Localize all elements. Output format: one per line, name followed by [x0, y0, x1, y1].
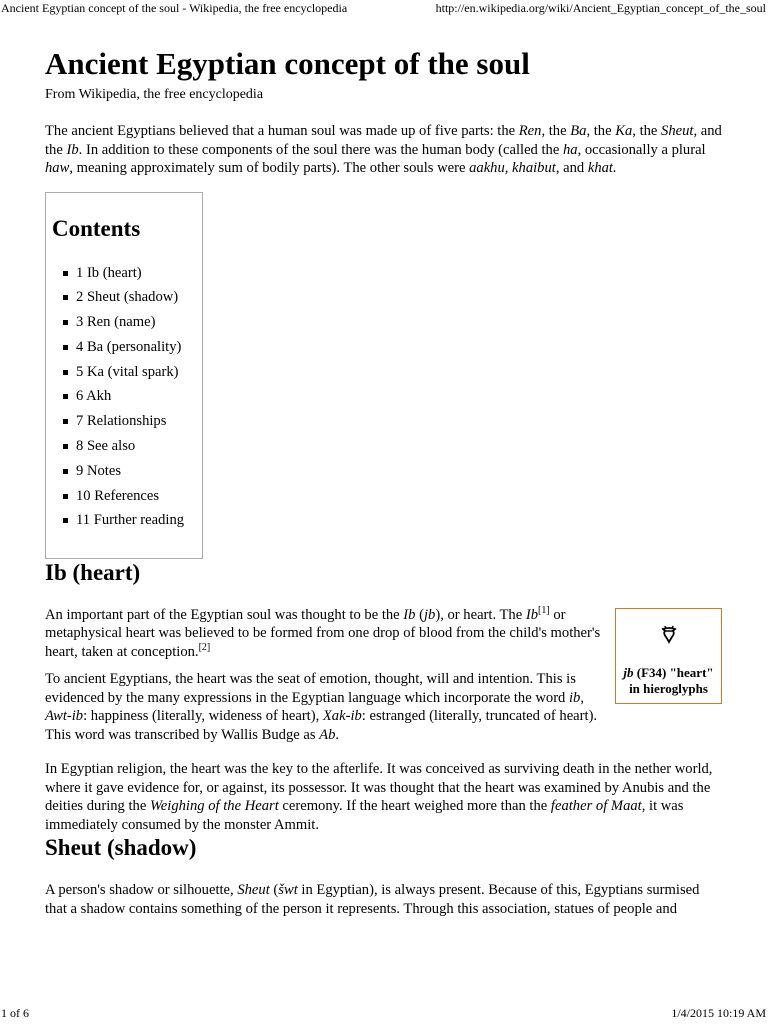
article-content — [45, 46, 723, 918]
toc-item-notes[interactable]: 9 Notes — [76, 459, 202, 484]
ib-paragraph-2: To ancient Egyptians, the heart was the seat of emotion, thought, will and intention. This is evidenced by the many expressions in the Egyptian language which incorporate the word ib, Awt-ib: happiness (literally, wideness of heart), Xak-ib: estranged (literally, truncated of heart). This word was transcribed by Wallis Budge as Ab. — [45, 671, 598, 743]
link-ren[interactable]: Ren — [518, 123, 542, 139]
section-heading-ib: Ib (heart) — [45, 559, 141, 585]
ib-paragraph-3: In Egyptian religion, the heart was the key to the afterlife. It was conceived as surviving death in the nether world, where it gave evidence for, or against, its possessor. It was thought that the heart was examined by Anubis and the deities during the Weighing of the Heart ceremony. If the heart weighed more than the feather of Maat, it was immediately consumed by the monster Ammit. — [45, 761, 713, 833]
link-weighing-of-the-heart[interactable]: Weighing of the Heart — [149, 798, 279, 814]
toc-item-ka[interactable]: 5 Ka (vital spark) — [76, 360, 202, 385]
link-feather-of-maat[interactable]: feather of Maat — [550, 798, 642, 814]
page-title: Ancient Egyptian concept of the soul — [45, 46, 530, 81]
citation-link-1[interactable]: [1] — [538, 604, 550, 616]
infobox-caption: jb (F34) "heart" in hieroglyphs — [623, 664, 714, 696]
toc-title: Contents — [52, 215, 141, 241]
toc-item-ib[interactable]: 1 Ib (heart) — [76, 261, 202, 286]
toc-item-further-reading[interactable]: 11 Further reading — [76, 508, 202, 533]
print-footer — [0, 1006, 768, 1024]
header-page-title: Ancient Egyptian concept of the soul - Wikipedia, the free encyclopedia — [1, 1, 348, 15]
link-ba[interactable]: Ba — [570, 123, 587, 139]
toc-item-ren[interactable]: 3 Ren (name) — [76, 310, 202, 335]
link-sheut[interactable]: Sheut — [661, 123, 694, 139]
page-subtitle: From Wikipedia, the free encyclopedia — [45, 87, 264, 102]
link-ka[interactable]: Ka — [615, 123, 633, 139]
section-heading-sheut: Sheut (shadow) — [45, 835, 197, 860]
sheut-paragraph-1: A person's shadow or silhouette, Sheut (šwt in Egyptian), is always present. Because of this, Egyptians surmised that a shadow contains something of the person it represents. Through this association, statues of people and — [45, 882, 700, 917]
table-of-contents — [45, 192, 203, 559]
toc-item-ba[interactable]: 4 Ba (personality) — [76, 335, 202, 360]
toc-item-sheut[interactable]: 2 Sheut (shadow) — [76, 285, 202, 310]
header-url: http://en.wikipedia.org/wiki/Ancient_Egyptian_concept_of_the_soul — [435, 1, 766, 15]
page-count: 1 of 6 — [1, 1006, 29, 1020]
ib-section-body — [45, 606, 723, 835]
print-timestamp: 1/4/2015 10:19 AM — [671, 1006, 766, 1020]
hieroglyph-infobox — [615, 608, 722, 704]
ib-paragraph-1: An important part of the Egyptian soul was thought to be the Ib (jb), or heart. The Ib[1] or metaphysical heart was believed to be formed from one drop of blood from the child's mother's heart, taken at conception.[2] — [45, 604, 601, 660]
citation-link-2[interactable]: [2] — [198, 641, 211, 653]
print-header — [0, 0, 768, 18]
link-ib[interactable]: Ib — [66, 141, 79, 158]
toc-item-akh[interactable]: 6 Akh — [76, 384, 202, 409]
toc-item-references[interactable]: 10 References — [76, 484, 202, 509]
toc-list — [52, 261, 202, 534]
toc-item-see-also[interactable]: 8 See also — [76, 434, 202, 459]
toc-item-relationships[interactable]: 7 Relationships — [76, 409, 202, 434]
intro-paragraph: The ancient Egyptians believed that a human soul was made up of five parts: the Ren, the Ba, the Ka, the Sheut, and the Ib. In addition to these components of the soul there was the human body (called the ha, occasionally a plural haw, meaning approximately sum of bodily parts). The other souls were aakhu, khaibut, and khat. — [45, 123, 722, 176]
heart-hieroglyph-icon — [659, 625, 679, 645]
